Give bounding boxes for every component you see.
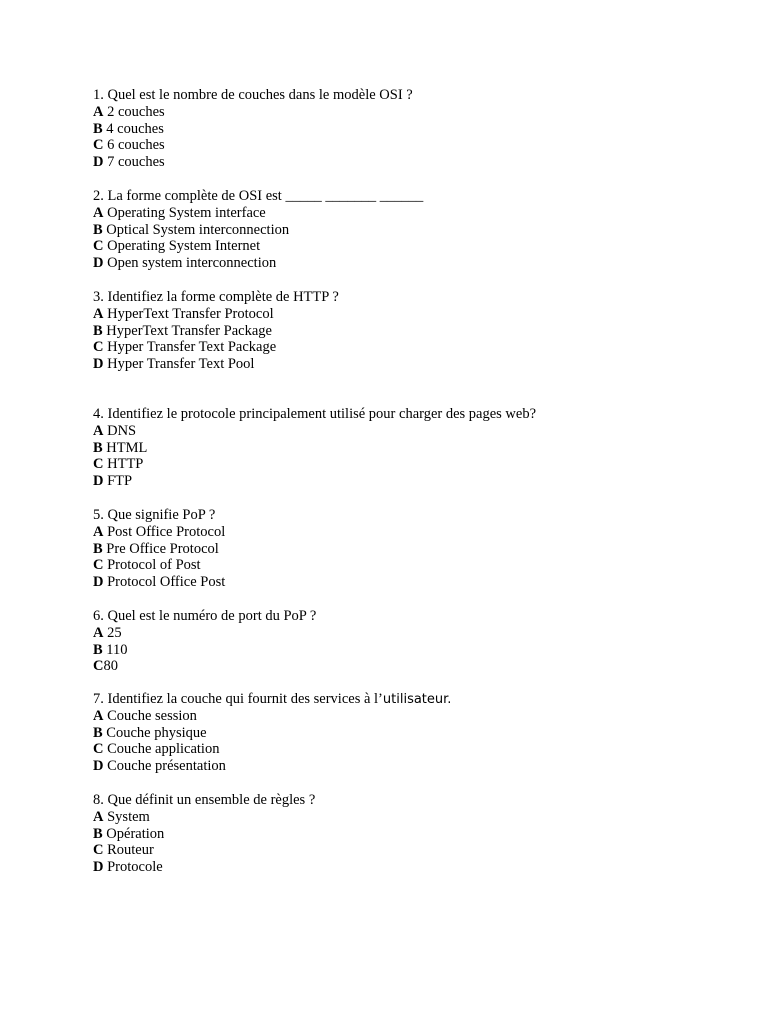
option-letter: A — [93, 103, 104, 120]
question-text-tail: utilisateur. — [382, 692, 452, 707]
option-text: System — [103, 808, 150, 825]
option-letter: D — [93, 758, 104, 775]
option-text: 110 — [102, 641, 128, 658]
question-text: 1. Quel est le nombre de couches dans le modèle OSI ? — [93, 87, 413, 103]
option-text: Opération — [102, 825, 165, 842]
option-d — [93, 255, 733, 272]
option-letter: D — [93, 859, 104, 876]
option-c — [93, 456, 733, 473]
option-d — [93, 574, 733, 591]
option-text: Post Office Protocol — [103, 523, 226, 540]
option-letter: B — [93, 540, 103, 557]
option-b — [93, 121, 733, 138]
option-c — [93, 137, 733, 154]
option-letter: D — [93, 473, 104, 490]
option-text: Routeur — [103, 842, 154, 859]
option-text: Operating System interface — [103, 204, 266, 221]
option-text: Open system interconnection — [103, 255, 277, 272]
option-d — [93, 859, 733, 876]
question-text: 3. Identifiez la forme complète de HTTP ? — [93, 289, 339, 305]
option-letter: A — [93, 624, 104, 641]
option-text: FTP — [103, 473, 133, 490]
option-text: Operating System Internet — [103, 238, 261, 255]
option-text: Couche application — [103, 741, 220, 758]
option-letter: B — [93, 825, 103, 842]
option-text: Couche session — [103, 707, 197, 724]
option-b — [93, 222, 733, 239]
option-c — [93, 842, 733, 859]
option-letter: D — [93, 154, 104, 171]
option-letter: D — [93, 356, 104, 373]
question-4 — [93, 406, 733, 490]
option-b — [93, 642, 733, 659]
option-text: 7 couches — [103, 154, 165, 171]
option-letter: B — [93, 439, 103, 456]
option-letter: C — [93, 842, 104, 859]
option-c — [93, 339, 733, 356]
option-text: HyperText Transfer Package — [102, 322, 272, 339]
option-text: Pre Office Protocol — [102, 540, 219, 557]
option-c — [93, 557, 733, 574]
option-c — [93, 741, 733, 758]
option-letter: A — [93, 707, 104, 724]
option-text: 80 — [103, 658, 118, 675]
option-text: 6 couches — [103, 137, 165, 154]
option-letter: A — [93, 808, 104, 825]
question-8 — [93, 792, 733, 876]
option-text: DNS — [103, 422, 137, 439]
option-b — [93, 541, 733, 558]
option-b — [93, 826, 733, 843]
option-a — [93, 423, 733, 440]
question-2 — [93, 188, 733, 272]
option-text: HTTP — [103, 456, 144, 473]
option-letter: D — [93, 574, 104, 591]
question-text: 5. Que signifie PoP ? — [93, 507, 216, 523]
question-text: 4. Identifiez le protocole principalement utilisé pour charger des pages web? — [93, 406, 537, 422]
question-text: 6. Quel est le numéro de port du PoP ? — [93, 608, 317, 624]
option-d — [93, 356, 733, 373]
option-text: Couche physique — [102, 724, 207, 741]
option-text: Optical System interconnection — [102, 221, 290, 238]
option-letter: B — [93, 641, 103, 658]
question-3 — [93, 289, 733, 373]
question-5 — [93, 507, 733, 591]
option-b — [93, 440, 733, 457]
option-letter: C — [93, 137, 104, 154]
option-text: HTML — [102, 439, 148, 456]
option-text: Protocole — [103, 859, 163, 876]
option-a — [93, 205, 733, 222]
option-text: HyperText Transfer Protocol — [103, 305, 274, 322]
option-b — [93, 323, 733, 340]
question-text-line — [93, 691, 733, 708]
option-d — [93, 473, 733, 490]
question-text: 8. Que définit un ensemble de règles ? — [93, 792, 316, 808]
option-b — [93, 725, 733, 742]
option-letter: A — [93, 204, 104, 221]
option-text: Protocol Office Post — [103, 574, 226, 591]
option-letter: C — [93, 456, 104, 473]
option-a — [93, 809, 733, 826]
option-a — [93, 524, 733, 541]
option-text: Hyper Transfer Text Package — [103, 339, 277, 356]
option-a — [93, 625, 733, 642]
option-letter: C — [93, 658, 104, 675]
option-letter: A — [93, 523, 104, 540]
option-c — [93, 658, 733, 675]
option-letter: C — [93, 741, 104, 758]
option-letter: A — [93, 305, 104, 322]
question-text: 2. La forme complète de OSI est _____ _______ ______ — [93, 188, 424, 204]
question-7 — [93, 691, 733, 775]
option-text: 2 couches — [103, 103, 165, 120]
option-text: 4 couches — [102, 120, 164, 137]
question-text: 7. Identifiez la couche qui fournit des services à l’ — [93, 691, 383, 707]
option-c — [93, 238, 733, 255]
option-letter: C — [93, 557, 104, 574]
option-letter: C — [93, 339, 104, 356]
option-text: Hyper Transfer Text Pool — [103, 356, 255, 373]
option-letter: B — [93, 322, 103, 339]
option-d — [93, 154, 733, 171]
option-letter: D — [93, 255, 104, 272]
option-a — [93, 104, 733, 121]
option-d — [93, 758, 733, 775]
option-letter: B — [93, 724, 103, 741]
option-text: Couche présentation — [103, 758, 226, 775]
question-1 — [93, 87, 733, 171]
option-letter: B — [93, 120, 103, 137]
option-a — [93, 708, 733, 725]
option-letter: A — [93, 422, 104, 439]
option-letter: B — [93, 221, 103, 238]
option-text: Protocol of Post — [103, 557, 201, 574]
question-6 — [93, 608, 733, 675]
option-letter: C — [93, 238, 104, 255]
option-text: 25 — [103, 624, 122, 641]
option-a — [93, 306, 733, 323]
